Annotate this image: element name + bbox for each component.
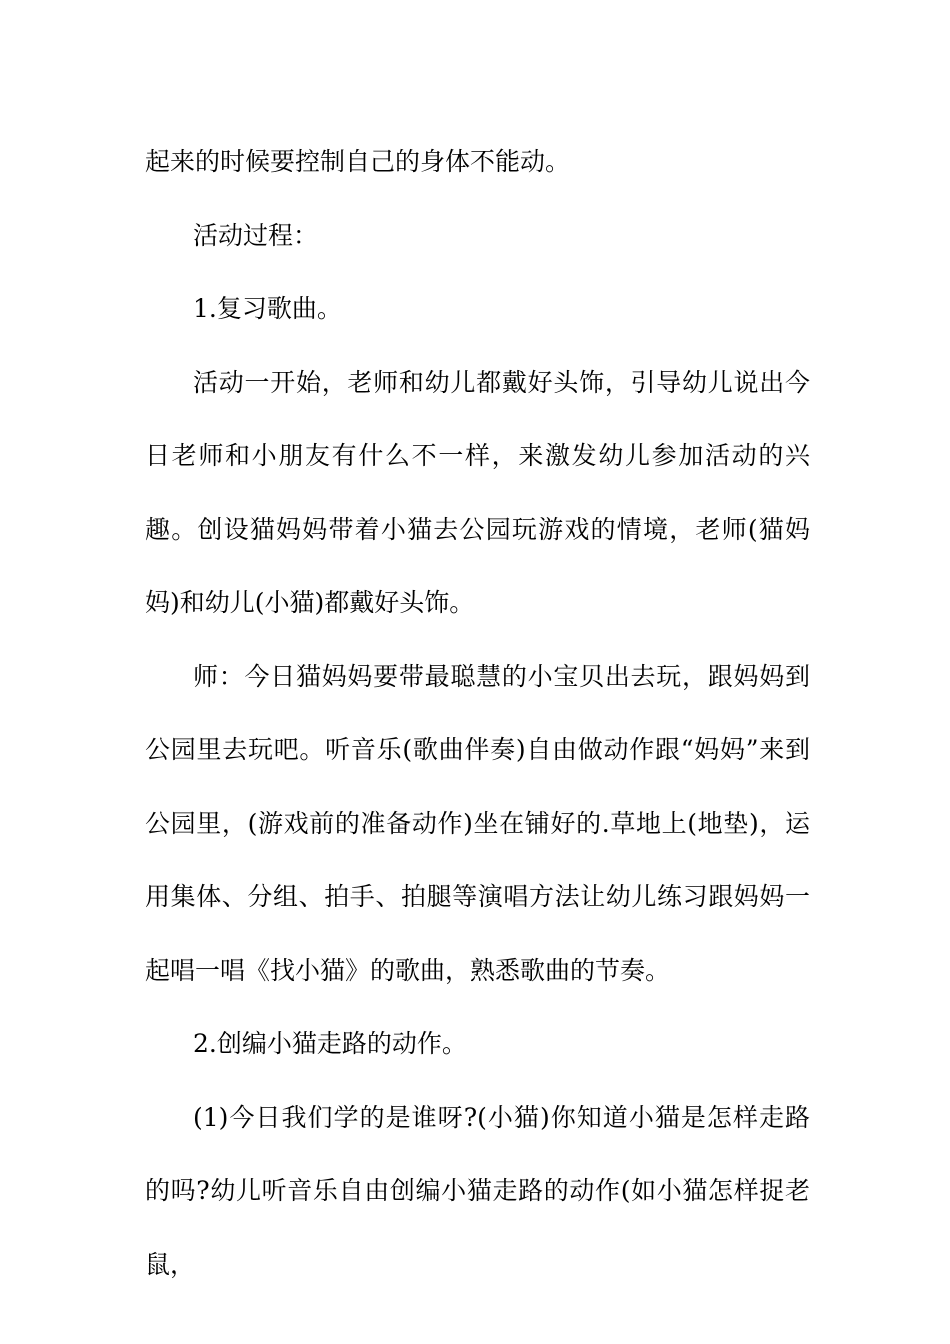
section-heading-activity-process: 活动过程： [193,220,319,250]
paragraph-activity-start: 活动一开始，老师和幼儿都戴好头饰，引导幼儿说出今日老师和小朋友有什么不一样，来激发幼儿参加活动的兴趣。创设猫妈妈带着小猫去公园玩游戏的情境，老师(猫妈妈)和幼儿(小猫)都戴好头饰。 [145,367,810,617]
step-heading-create-cat-walk: 2.创编小猫走路的动作。 [193,1029,467,1058]
paragraph-question-cat-walk: (1)今日我们学的是谁呀?(小猫)你知道小猫是怎样走路的吗?幼儿听音乐自由创编小猫走路的动作(如小猫怎样捉老鼠， [145,1102,810,1279]
step-heading-review-song: 1.复习歌曲。 [193,294,342,323]
paragraph-continuation: 起来的时候要控制自己的身体不能动。 [145,147,571,176]
document-body [145,125,810,1301]
paragraph-teacher-speech: 师：今日猫妈妈要带最聪慧的小宝贝出去玩，跟妈妈到公园里去玩吧。听音乐(歌曲伴奏)自由做动作跟“妈妈”来到公园里，(游戏前的准备动作)坐在铺好的.草地上(地垫)，运用集体、分组、拍手、拍腿等演唱方法让幼儿练习跟妈妈一起唱一唱《找小猫》的歌曲，熟悉歌曲的节奏。 [145,661,810,985]
